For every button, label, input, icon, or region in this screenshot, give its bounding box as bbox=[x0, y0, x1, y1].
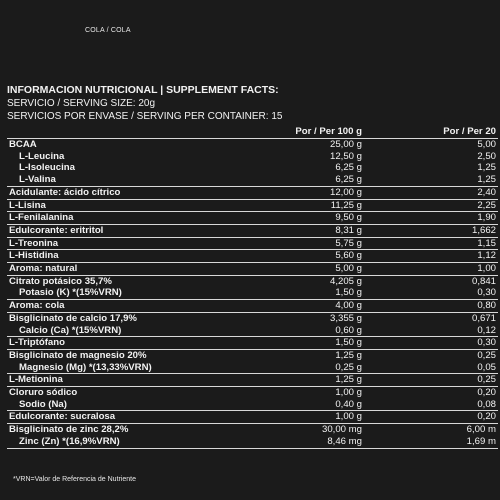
column-header-row bbox=[7, 125, 498, 139]
value-per-100g: 6,25 g bbox=[335, 174, 362, 186]
nutrient-name: BCAA bbox=[7, 139, 252, 151]
value-per-20g: 1,25 bbox=[477, 162, 496, 174]
value-per-20g: 1,90 bbox=[364, 212, 498, 225]
value-per-100g: 1,50 g bbox=[335, 287, 362, 299]
table-row bbox=[7, 399, 498, 411]
nutrient-name: Aroma: cola bbox=[7, 300, 252, 313]
value-per-100g: 4,00 g bbox=[252, 300, 364, 313]
value-per-100g: 11,25 g bbox=[252, 199, 364, 212]
table-row bbox=[7, 162, 498, 174]
nutrient-name: L-Fenilalanina bbox=[7, 212, 252, 225]
value-per-100g: 12,50 g bbox=[329, 150, 362, 162]
supplement-facts-table bbox=[7, 125, 498, 449]
value-per-20g: 1,25 bbox=[477, 174, 496, 186]
value-per-20g: 2,25 bbox=[364, 199, 498, 212]
table-row bbox=[7, 300, 498, 313]
value-per-100g: 0,60 g bbox=[335, 324, 362, 336]
value-per-20g: 1,12 bbox=[364, 250, 498, 263]
nutrient-name: Potasio (K) *(15%VRN) bbox=[19, 287, 122, 299]
value-per-20g: 1,15 bbox=[364, 237, 498, 250]
value-per-20g: 0,80 bbox=[364, 300, 498, 313]
nutrient-name: Edulcorante: sucralosa bbox=[7, 411, 252, 424]
nutrient-name: Aroma: natural bbox=[7, 263, 252, 276]
table-row bbox=[7, 139, 498, 151]
value-per-20g: 0,12 bbox=[477, 324, 496, 336]
nutrient-name: Bisglicinato de magnesio 20% bbox=[7, 349, 252, 361]
nutrient-name: L-Triptófano bbox=[7, 337, 252, 350]
value-per-100g: 1,00 g bbox=[252, 387, 364, 399]
nutrient-name: Citrato potásico 35,7% bbox=[7, 275, 252, 287]
table-row bbox=[7, 337, 498, 350]
facts-body bbox=[7, 125, 498, 448]
value-per-100g: 0,40 g bbox=[335, 398, 362, 410]
value-per-100g: 8,31 g bbox=[252, 224, 364, 237]
nutrient-name: Bisglicinato de zinc 28,2% bbox=[7, 424, 252, 436]
nutrient-name: L-Treonina bbox=[7, 237, 252, 250]
nutrient-name: L-Leucina bbox=[19, 150, 65, 162]
table-row bbox=[7, 374, 498, 387]
value-per-20g: 0,841 bbox=[364, 275, 498, 287]
value-per-20g: 0,25 bbox=[364, 374, 498, 387]
value-per-100g: 1,25 g bbox=[252, 349, 364, 361]
value-per-100g: 25,00 g bbox=[252, 139, 364, 151]
value-per-20g: 5,00 bbox=[364, 139, 498, 151]
value-per-100g: 0,25 g bbox=[335, 361, 362, 373]
value-per-20g: 1,662 bbox=[364, 224, 498, 237]
nutrient-name: Sodio (Na) bbox=[19, 398, 67, 410]
value-per-100g: 9,50 g bbox=[252, 212, 364, 225]
table-row bbox=[7, 436, 498, 448]
table-row bbox=[7, 287, 498, 299]
nutrient-name: Zinc (Zn) *(16,9%VRN) bbox=[7, 436, 252, 448]
nutrient-name: L-Lisina bbox=[7, 199, 252, 212]
column-header-name bbox=[7, 125, 252, 139]
nutrient-name: Cloruro sódico bbox=[7, 387, 252, 399]
serving-size: SERVICIO / SERVING SIZE: 20g bbox=[7, 98, 156, 109]
value-per-100g: 1,00 g bbox=[252, 411, 364, 424]
table-row bbox=[7, 224, 498, 237]
table-row bbox=[7, 312, 498, 324]
table-row bbox=[7, 362, 498, 374]
value-per-100g: 5,00 g bbox=[252, 263, 364, 276]
facts-title: INFORMACION NUTRICIONAL | SUPPLEMENT FACTS: bbox=[7, 84, 279, 96]
table-row bbox=[7, 174, 498, 186]
footnote: *VRN=Valor de Referencia de Nutriente bbox=[13, 476, 137, 483]
value-per-20g: 1,69 m bbox=[364, 436, 498, 448]
nutrient-name: Edulcorante: eritritol bbox=[7, 224, 252, 237]
table-row bbox=[7, 349, 498, 361]
table-row bbox=[7, 387, 498, 399]
table-row bbox=[7, 263, 498, 276]
table-row bbox=[7, 325, 498, 337]
table-row bbox=[7, 275, 498, 287]
facts-header bbox=[7, 84, 498, 123]
value-per-20g: 0,25 bbox=[364, 349, 498, 361]
value-per-100g: 3,355 g bbox=[252, 312, 364, 324]
value-per-100g: 5,75 g bbox=[252, 237, 364, 250]
nutrient-name: L-Histidina bbox=[7, 250, 252, 263]
value-per-100g: 6,25 g bbox=[335, 162, 362, 174]
value-per-20g: 0,30 bbox=[477, 287, 496, 299]
value-per-20g: 1,00 bbox=[364, 263, 498, 276]
value-per-20g: 0,05 bbox=[477, 361, 496, 373]
nutrient-name: L-Valina bbox=[19, 174, 56, 186]
nutrient-name: Calcio (Ca) *(15%VRN) bbox=[19, 324, 122, 336]
value-per-20g: 6,00 m bbox=[364, 424, 498, 436]
nutrient-name: Bisglicinato de calcio 17,9% bbox=[7, 312, 252, 324]
table-row bbox=[7, 151, 498, 163]
nutrient-name: Magnesio (Mg) *(13,33%VRN) bbox=[19, 361, 152, 373]
column-header-per20: Por / Per 20 bbox=[364, 125, 498, 139]
column-header-per100: Por / Per 100 g bbox=[252, 125, 364, 139]
value-per-100g: 4,205 g bbox=[252, 275, 364, 287]
servings-per-container: SERVICIOS POR ENVASE / SERVING PER CONTAINER: 15 bbox=[7, 111, 283, 122]
table-row bbox=[7, 237, 498, 250]
value-per-100g: 30,00 mg bbox=[252, 424, 364, 436]
table-row bbox=[7, 212, 498, 225]
flavor-label: COLA / COLA bbox=[85, 27, 131, 34]
table-row bbox=[7, 186, 498, 199]
value-per-100g: 8,46 mg bbox=[252, 436, 364, 448]
value-per-20g: 0,30 bbox=[364, 337, 498, 350]
nutrient-name: L-Metionina bbox=[7, 374, 252, 387]
table-row bbox=[7, 424, 498, 436]
table-row bbox=[7, 250, 498, 263]
table-row bbox=[7, 411, 498, 424]
nutrient-name: L-Isoleucina bbox=[19, 162, 75, 174]
value-per-20g: 0,20 bbox=[364, 387, 498, 399]
value-per-20g: 0,08 bbox=[477, 398, 496, 410]
value-per-100g: 12,00 g bbox=[252, 186, 364, 199]
value-per-20g: 0,20 bbox=[364, 411, 498, 424]
value-per-100g: 1,50 g bbox=[252, 337, 364, 350]
value-per-20g: 2,40 bbox=[364, 186, 498, 199]
table-row bbox=[7, 199, 498, 212]
value-per-100g: 5,60 g bbox=[252, 250, 364, 263]
value-per-100g: 1,25 g bbox=[252, 374, 364, 387]
nutrient-name: Acidulante: ácido cítrico bbox=[7, 186, 252, 199]
value-per-20g: 0,671 bbox=[364, 312, 498, 324]
value-per-20g: 2,50 bbox=[477, 150, 496, 162]
